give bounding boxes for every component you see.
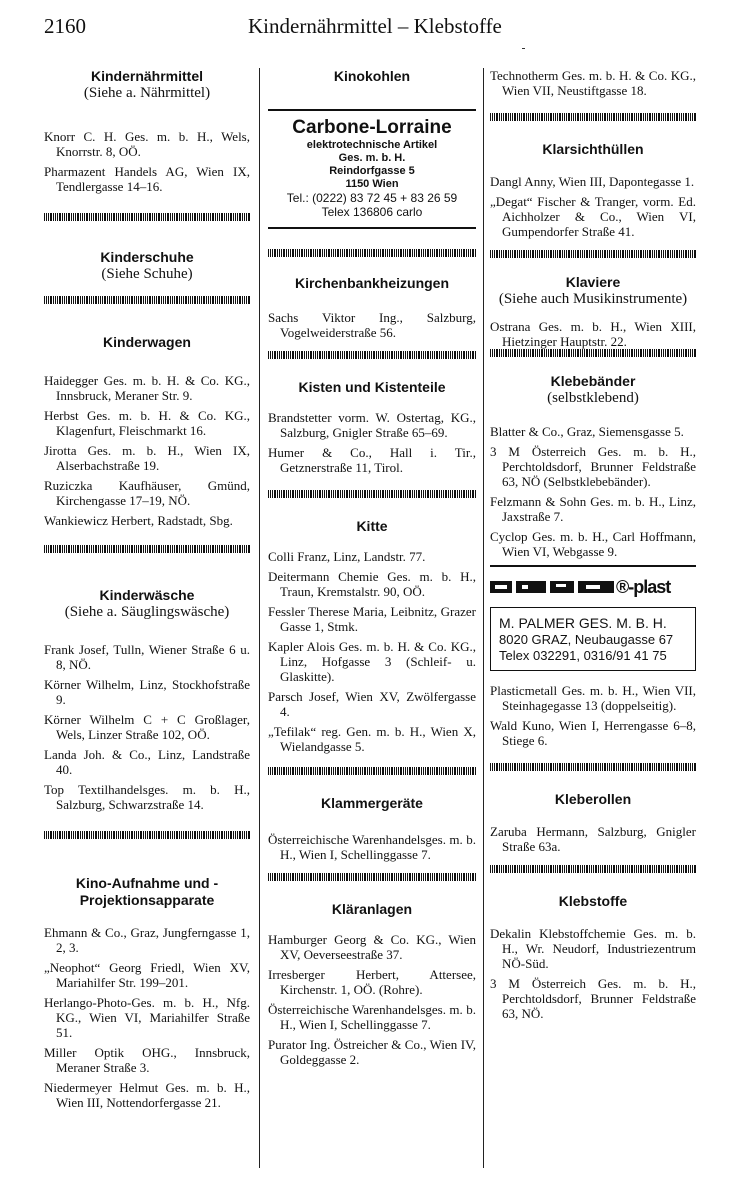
section-kinderwaesche (44, 587, 250, 812)
list-entry: Jirotta Ges. m. b. H., Wien IX, Alserbachstraße 19. (44, 443, 250, 473)
section-klaeranlagen (268, 901, 476, 1067)
section-heading: Klebebänder (550, 373, 636, 389)
section-subheading: (Siehe a. Nährmittel) (83, 85, 211, 101)
page-number: 2160 (44, 14, 86, 38)
section-heading: Kindernährmittel (90, 68, 203, 84)
column-left (44, 68, 250, 1115)
section-heading: Klebstoffe (558, 893, 628, 909)
list-entry: Purator Ing. Östreicher & Co., Wien IV, Goldeggasse 2. (268, 1037, 476, 1067)
list-entry: Fessler Therese Maria, Leibnitz, Grazer Gasse 1, Stmk. (268, 604, 476, 634)
list-entry: „Tefilak“ reg. Gen. m. b. H., Wien X, Wielandgasse 5. (268, 724, 476, 754)
list-entry: 3 M Österreich Ges. m. b. H., Perchtoldsdorf, Brunner Feldstraße 63, NÖ (Selbstklebebänder). (490, 444, 696, 489)
section-heading: Kinderwagen (103, 334, 191, 350)
list-entry: Wankiewicz Herbert, Radstadt, Sbg. (44, 513, 233, 528)
divider-barcode (268, 351, 476, 359)
list-entry: Miller Optik OHG., Innsbruck, Meraner Straße 3. (44, 1045, 250, 1075)
list-entry: Haidegger Ges. m. b. H. & Co. KG., Innsbruck, Meraner Str. 9. (44, 373, 250, 403)
divider-barcode (44, 296, 250, 304)
list-entry: Frank Josef, Tulln, Wiener Straße 6 u. 8, NÖ. (44, 642, 250, 672)
list-entry: Top Textilhandelsges. m. b. H., Salzburg, Schwarzstraße 14. (44, 782, 250, 812)
list-entry: Ruziczka Kaufhäuser, Gmünd, Kirchengasse 17–19, NÖ. (44, 478, 250, 508)
divider-barcode (490, 349, 696, 357)
section-heading: Klaviere (565, 274, 621, 290)
divider-barcode (490, 865, 696, 873)
column-divider (483, 68, 484, 1168)
section-heading: Kitte (356, 518, 388, 534)
divider-barcode (44, 545, 250, 553)
advert-telex: Telex 136806 carlo (321, 205, 423, 219)
list-entry: Herbst Ges. m. b. H. & Co. KG., Klagenfurt, Fleischmarkt 16. (44, 408, 250, 438)
list-entry: Körner Wilhelm C + C Großlager, Wels, Linzer Straße 102, OÖ. (44, 712, 250, 742)
list-entry: Zaruba Hermann, Salzburg, Gnigler Straße 63a. (490, 824, 696, 854)
section-kisten (268, 379, 476, 475)
divider-barcode (44, 213, 250, 221)
advert-phone: Tel.: (0222) 83 72 45 + 83 26 59 (286, 191, 458, 205)
advert-telex: Telex 032291, 0316/91 41 75 (499, 648, 667, 663)
mkr-logo-mark-icon (490, 579, 614, 595)
advert-line: 1150 Wien (345, 178, 399, 190)
print-mark (522, 48, 525, 49)
section-heading: Kläranlagen (331, 901, 413, 917)
list-entry: Niedermeyer Helmut Ges. m. b. H., Wien III, Nottendorfergasse 21. (44, 1080, 250, 1110)
column-middle (268, 68, 476, 1072)
section-heading: Kinderwäsche (99, 587, 195, 603)
divider-barcode (490, 250, 696, 258)
list-entry: Herlango-Photo-Ges. m. b. H., Nfg. KG., Wien VI, Mariahilfer Straße 51. (44, 995, 250, 1040)
list-entry: Österreichische Warenhandelsges. m. b. H., Wien I, Schellinggasse 7. (268, 832, 476, 862)
list-entry: Sachs Viktor Ing., Salzburg, Vogelweiderstraße 56. (268, 310, 476, 340)
section-heading: Kinderschuhe (100, 249, 194, 265)
advert-company-name: Carbone-Lorraine (292, 117, 452, 138)
section-subheading: (selbstklebend) (547, 390, 639, 406)
advert-mkr-plast-logo (490, 565, 696, 601)
section-subheading: (Siehe auch Musikinstrumente) (498, 291, 688, 307)
list-entry: Pharmazent Handels AG, Wien IX, Tendlergasse 14–16. (44, 164, 250, 194)
list-entry: Landa Joh. & Co., Linz, Landstraße 40. (44, 747, 250, 777)
divider-barcode (490, 113, 696, 121)
advert-line: elektrotechnische Artikel (306, 139, 438, 151)
section-kindernaehrmittel (44, 68, 250, 194)
list-entry: Körner Wilhelm, Linz, Stockhofstraße 9. (44, 677, 250, 707)
divider-barcode (268, 767, 476, 775)
divider-barcode (268, 490, 476, 498)
list-entry: Ehmann & Co., Graz, Jungferngasse 1, 2, 3. (44, 925, 250, 955)
list-entry: Deitermann Chemie Ges. m. b. H., Traun, Kremstalstr. 90, OÖ. (268, 569, 476, 599)
list-entry: Ostrana Ges. m. b. H., Wien XIII, Hietzinger Hauptstr. 22. (490, 319, 696, 349)
list-entry: Brandstetter vorm. W. Ostertag, KG., Salzburg, Gnigler Straße 65–69. (268, 410, 476, 440)
list-entry: 3 M Österreich Ges. m. b. H., Perchtoldsdorf, Brunner Feldstraße 63, NÖ. (490, 976, 696, 1021)
section-klammergeraete (268, 795, 476, 862)
section-klebebaender (490, 373, 696, 559)
advert-line: Ges. m. b. H. (338, 152, 406, 164)
list-entry: Technotherm Ges. m. b. H. & Co. KG., Wien VII, Neustiftgasse 18. (490, 68, 696, 98)
list-entry: Colli Franz, Linz, Landstr. 77. (268, 549, 426, 564)
section-kleberollen (490, 791, 696, 854)
section-klaviere (490, 274, 696, 349)
logo-suffix: ®-plast (616, 576, 671, 597)
list-entry: Hamburger Georg & Co. KG., Wien XV, Oeverseestraße 37. (268, 932, 476, 962)
list-entry: Humer & Co., Hall i. Tir., Getznerstraße 11, Tirol. (268, 445, 476, 475)
list-entry: „Neophot“ Georg Friedl, Wien XV, Mariahilfer Str. 199–201. (44, 960, 250, 990)
list-entry: Wald Kuno, Wien I, Herrengasse 6–8, Stiege 6. (490, 718, 696, 748)
section-heading: Kinokohlen (333, 68, 411, 84)
list-entry: Kapler Alois Ges. m. b. H. & Co. KG., Linz, Hofgasse 3 (Schleif- u. Glaskitte). (268, 639, 476, 684)
list-entry: „Degat“ Fischer & Tranger, vorm. Ed. Aichholzer & Co., Wien VI, Gumpendorfer Straße 41. (490, 194, 696, 239)
list-entry: Felzmann & Sohn Ges. m. b. H., Linz, Jaxstraße 7. (490, 494, 696, 524)
advert-line: Reindorfgasse 5 (329, 165, 415, 177)
section-kinderwagen (44, 334, 250, 528)
list-entry: Österreichische Warenhandelsges. m. b. H., Wien I, Schellinggasse 7. (268, 1002, 476, 1032)
section-kinderschuhe (44, 249, 250, 282)
list-entry: Cyclop Ges. m. b. H., Carl Hoffmann, Wien VI, Webgasse 9. (490, 529, 696, 559)
list-entry: Dangl Anny, Wien III, Dapontegasse 1. (490, 174, 695, 189)
divider-barcode (268, 873, 476, 881)
section-heading: Kisten und Kistenteile (298, 379, 446, 395)
list-entry: Blatter & Co., Graz, Siemensgasse 5. (490, 424, 684, 439)
section-kino-aufnahme (44, 875, 250, 1110)
divider-barcode (268, 249, 476, 257)
list-entry: Plasticmetall Ges. m. b. H., Wien VII, Steinhagegasse 13 (doppelseitig). (490, 683, 696, 713)
column-divider (259, 68, 260, 1168)
section-heading: Kirchenbankheizungen (294, 275, 450, 291)
advert-address: 8020 GRAZ, Neubaugasse 67 (499, 632, 674, 647)
section-kitte (268, 518, 476, 754)
section-heading: Klarsichthüllen (542, 141, 644, 157)
divider-barcode (44, 831, 250, 839)
list-entry: Parsch Josef, Wien XV, Zwölfergasse 4. (268, 689, 476, 719)
section-subheading: (Siehe a. Säuglingswäsche) (64, 604, 230, 620)
advert-company-name: M. PALMER GES. M. B. H. (499, 615, 667, 631)
section-kinokohlen (268, 68, 476, 85)
column-right (490, 68, 696, 1026)
advert-carbone-lorraine (268, 109, 476, 229)
section-klarsichthuellen (490, 141, 696, 239)
list-entry: Knorr C. H. Ges. m. b. H., Wels, Knorrstr. 8, OÖ. (44, 129, 250, 159)
section-kirchenbank (268, 275, 476, 340)
list-entry: Irresberger Herbert, Attersee, Kirchenstr. 1, OÖ. (Rohre). (268, 967, 476, 997)
advert-palmer (490, 607, 696, 671)
section-heading: Kleberollen (554, 791, 632, 807)
section-klebstoffe (490, 893, 696, 1021)
list-entry: Dekalin Klebstoffchemie Ges. m. b. H., Wr. Neudorf, Industriezentrum NÖ-Süd. (490, 926, 696, 971)
divider-barcode (490, 763, 696, 771)
section-subheading: (Siehe Schuhe) (101, 266, 193, 282)
section-heading: Kino-Aufnahme und -Projektionsapparate (75, 875, 219, 908)
section-heading: Klammergeräte (321, 795, 423, 811)
running-head: Kindernährmittel – Klebstoffe (248, 14, 502, 38)
